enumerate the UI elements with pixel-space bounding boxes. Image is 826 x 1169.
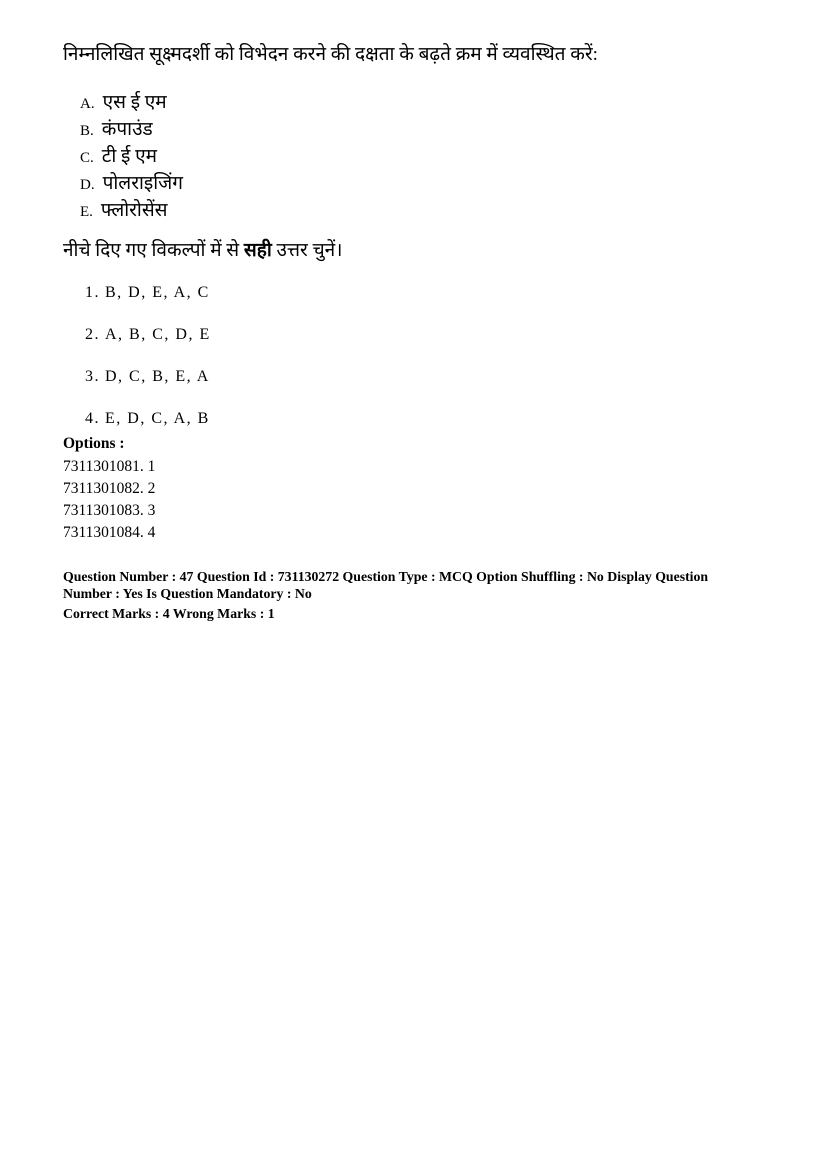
instruction-prefix: नीचे दिए गए विकल्पों में से — [63, 240, 244, 261]
answer-option-number: 3. — [85, 368, 100, 385]
list-item-letter: D. — [80, 177, 95, 193]
answer-option-1 — [85, 285, 766, 301]
instruction-text — [63, 239, 766, 263]
instruction-suffix: उत्तर चुनें। — [271, 240, 343, 261]
list-item-letter: C. — [80, 150, 94, 166]
list-item — [80, 198, 766, 225]
answer-option-text: B, D, E, A, C — [105, 284, 210, 301]
option-id: 7311301081. 1 — [63, 458, 156, 475]
answer-option-text: A, B, C, D, E — [105, 326, 211, 343]
answer-option-2 — [85, 327, 766, 343]
metadata-line-2: Number : Yes Is Question Mandatory : No — [63, 586, 312, 601]
marks-line: Correct Marks : 4 Wrong Marks : 1 — [63, 606, 275, 621]
answer-option-number: 1. — [85, 284, 100, 301]
list-item — [80, 171, 766, 198]
question-metadata — [63, 568, 766, 622]
options-label: Options : — [63, 435, 125, 452]
option-id: 7311301083. 3 — [63, 502, 156, 519]
answer-options-list — [85, 285, 766, 427]
answer-option-4 — [85, 411, 766, 427]
list-item-text: पोलराइजिंग — [102, 173, 183, 194]
list-item — [80, 117, 766, 144]
list-item-letter: E. — [80, 204, 93, 220]
answer-option-text: D, C, B, E, A — [105, 368, 210, 385]
option-ids-list — [63, 456, 766, 544]
list-item — [80, 90, 766, 117]
list-item-text: एस ई एम — [102, 92, 167, 113]
instruction-bold-word: सही — [243, 240, 272, 261]
metadata-line-1: Question Number : 47 Question Id : 731130272 Question Type : MCQ Option Shuffling : No Display Question — [63, 569, 709, 584]
answer-option-text: E, D, C, A, B — [105, 410, 210, 427]
match-list — [80, 90, 766, 225]
list-item-letter: B. — [80, 123, 94, 139]
list-item-text: टी ई एम — [101, 146, 157, 167]
answer-option-number: 2. — [85, 326, 100, 343]
list-item-text: कंपाउंड — [101, 119, 153, 140]
option-id: 7311301082. 2 — [63, 480, 156, 497]
list-item-letter: A. — [80, 96, 95, 112]
answer-option-number: 4. — [85, 410, 100, 427]
answer-option-3 — [85, 369, 766, 385]
list-item — [80, 144, 766, 171]
option-id: 7311301084. 4 — [63, 524, 156, 541]
list-item-text: फ्लोरोसेंस — [100, 200, 168, 221]
question-text: निम्नलिखित सूक्ष्मदर्शी को विभेदन करने की दक्षता के बढ़ते क्रम में व्यवस्थित करें: — [63, 44, 598, 65]
